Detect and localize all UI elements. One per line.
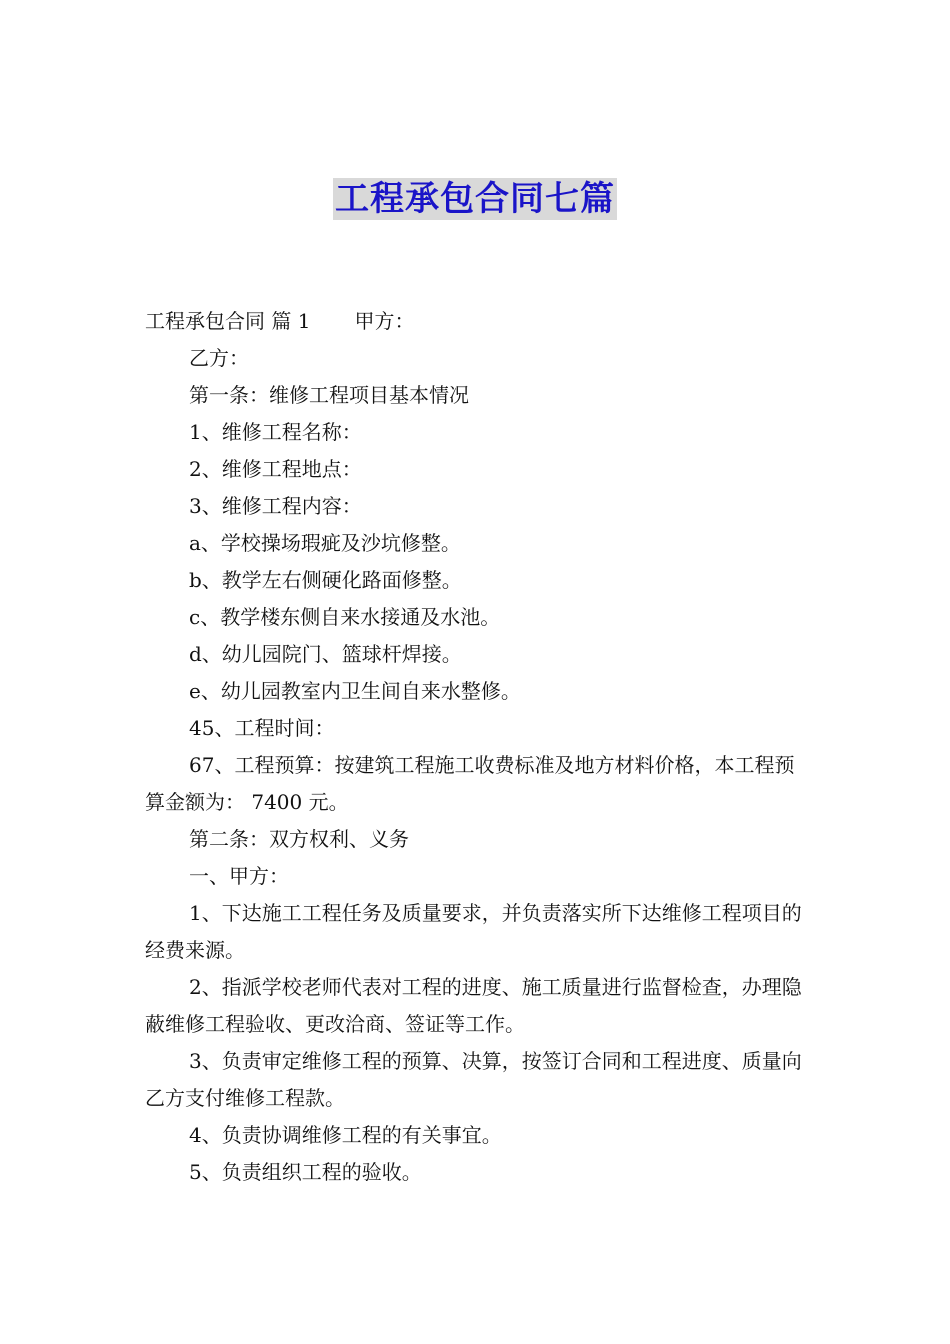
- paragraph: a、学校操场瑕疵及沙坑修整。: [189, 531, 461, 555]
- paragraph: b、教学左右侧硬化路面修整。: [189, 568, 462, 592]
- paragraph: c、教学楼东侧自来水接通及水池。: [189, 605, 501, 629]
- paragraph: 4、负责协调维修工程的有关事宜。: [189, 1123, 502, 1147]
- contract-label: 工程承包合同 篇 1: [145, 309, 311, 333]
- paragraph: 3、负责审定维修工程的预算、决算，按签订合同和工程进度、质量向乙方支付维修工程款。: [145, 1049, 802, 1110]
- paragraph: 1、下达施工工程任务及质量要求，并负责落实所下达维修工程项目的经费来源。: [145, 901, 802, 962]
- paragraph: 1、维修工程名称：: [189, 420, 362, 444]
- paragraph: 第二条：双方权利、义务: [189, 827, 409, 851]
- paragraph: 乙方：: [189, 346, 249, 370]
- paragraph: 2、指派学校老师代表对工程的进度、施工质量进行监督检查，办理隐蔽维修工程验收、更改洽商、签证等工作。: [145, 975, 802, 1036]
- title-container: [0, 178, 950, 220]
- document-title: 工程承包合同七篇: [335, 179, 615, 219]
- paragraph: d、幼儿园院门、篮球杆焊接。: [189, 642, 462, 666]
- paragraph: 45、工程时间：: [189, 716, 335, 740]
- paragraph: 2、维修工程地点：: [189, 457, 362, 481]
- paragraph: 67、工程预算：按建筑工程施工收费标准及地方材料价格，本工程预算金额为： 7400 元。: [145, 753, 795, 814]
- document-body: [145, 303, 810, 1191]
- paragraph: 5、负责组织工程的验收。: [189, 1160, 422, 1184]
- paragraph: 一、甲方：: [189, 864, 289, 888]
- paragraph: e、幼儿园教室内卫生间自来水整修。: [189, 679, 521, 703]
- party-a-label: 甲方：: [354, 309, 415, 333]
- paragraph: 3、维修工程内容：: [189, 494, 362, 518]
- first-line: [145, 303, 810, 340]
- paragraph: 第一条：维修工程项目基本情况: [189, 383, 469, 407]
